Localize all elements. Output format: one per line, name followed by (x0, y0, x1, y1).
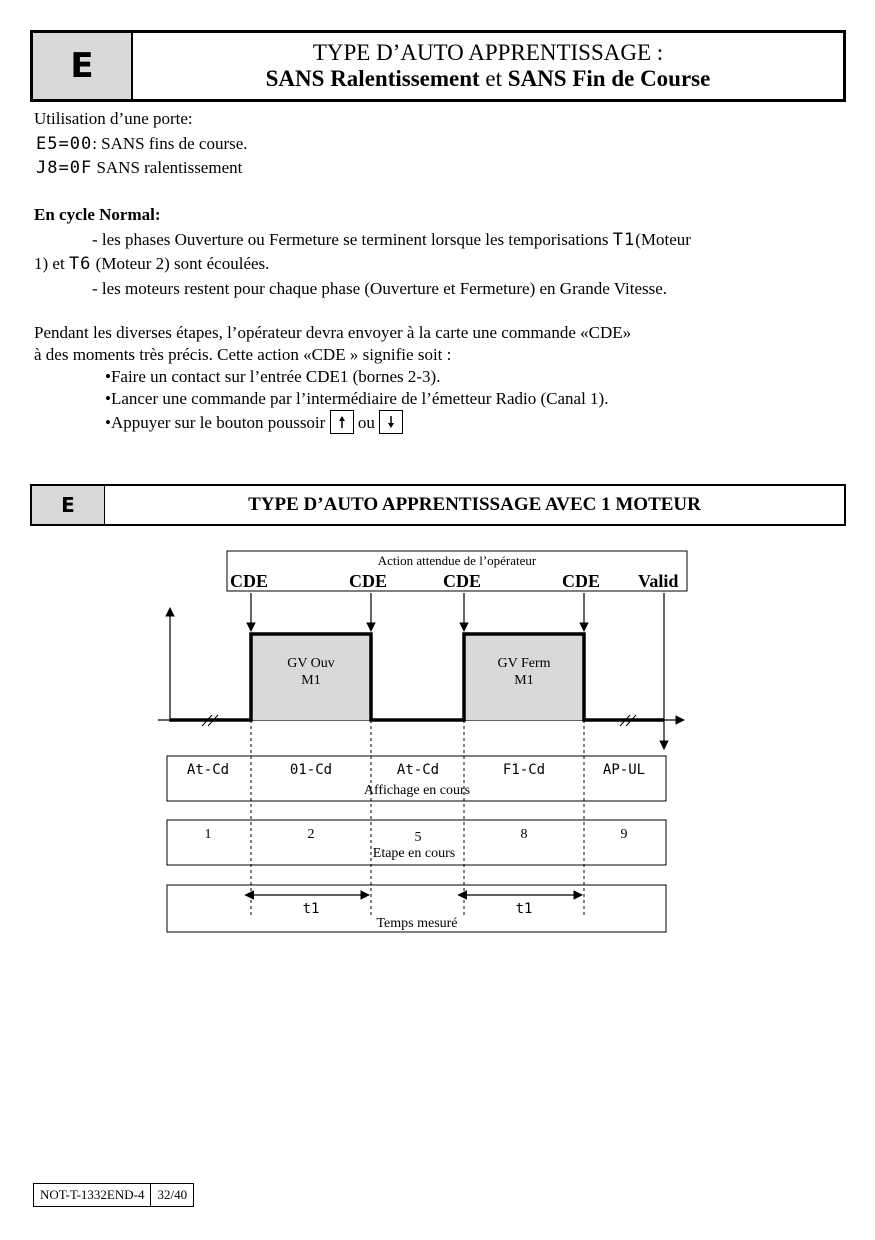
up-arrow-icon (330, 410, 354, 434)
title-bold1: SANS Ralentissement (265, 66, 480, 91)
time-code-1: t1 (302, 901, 320, 917)
step-1: 1 (204, 827, 212, 842)
e5-code: E5=00 (36, 134, 93, 154)
down-arrow-icon (379, 410, 403, 434)
section2-title: TYPE D’AUTO APPRENTISSAGE AVEC 1 MOTEUR (248, 494, 701, 515)
bullet3-text: •Appuyer sur le bouton poussoir (105, 412, 330, 432)
step-2: 2 (307, 827, 315, 842)
normal-cycle-p2: - les moteurs restent pour chaque phase (Ouverture et Fermeture) en Grande Vitesse. (92, 279, 668, 298)
time-label: Temps mesuré (376, 916, 458, 931)
steps-label: Etape en cours (372, 846, 456, 861)
p1-text-a: - les phases Ouverture ou Fermeture se terminent lorsque les temporisations (92, 230, 613, 249)
pulse1-label-2: M1 (301, 673, 321, 688)
section-title (133, 33, 843, 99)
display-label: Affichage en cours (363, 783, 471, 798)
doc-ref: NOT-T-1332END-4 (40, 1187, 145, 1202)
page-footer (33, 1183, 194, 1207)
cmd-label-2: CDE (349, 571, 388, 591)
usage-text: Utilisation d’une porte: (34, 109, 193, 128)
operator-bullet3 (105, 412, 403, 436)
cmd-label-1: CDE (230, 571, 269, 591)
action-label: Action attendue de l’opérateur (377, 553, 537, 568)
operator-bullet2: •Lancer une commande par l’intermédiaire de l’émetteur Radio (Canal 1). (105, 389, 609, 408)
normal-cycle-p1-cont (34, 254, 269, 274)
operator-bullet1: •Faire un contact sur l’entrée CDE1 (bornes 2-3). (105, 367, 441, 386)
p1-text-c: 1) et (34, 254, 69, 273)
step-4: 8 (520, 827, 528, 842)
pulse1-label-1: GV Ouv (287, 656, 335, 671)
display-code-2: 01-Cd (289, 762, 333, 778)
normal-cycle-heading: En cycle Normal: (34, 205, 161, 224)
signal-line (170, 634, 664, 720)
p1-text-d: (Moteur 2) sont écoulées. (91, 254, 270, 273)
title-bold2: SANS Fin de Course (507, 66, 711, 91)
section2-letter: E (32, 486, 105, 524)
j8-line (36, 158, 242, 178)
j8-code: J8=0F (36, 158, 93, 178)
or-text: ou (353, 412, 380, 432)
title-and: et (479, 66, 508, 91)
j8-text: SANS ralentissement (92, 158, 243, 177)
t1-code: T1 (612, 230, 636, 250)
p1-text-b: (Moteur (635, 230, 691, 249)
cmd-label-valid: Valid (638, 571, 679, 591)
timing-diagram (0, 530, 875, 950)
time-code-2: t1 (515, 901, 533, 917)
e5-text: : SANS fins de course. (92, 134, 248, 153)
section-header (30, 30, 846, 102)
step-5: 9 (620, 827, 628, 842)
display-code-5: AP-UL (602, 762, 646, 778)
step-3: 5 (414, 830, 422, 845)
cmd-label-3: CDE (443, 571, 482, 591)
section2-header (30, 484, 846, 526)
pulse2-label-1: GV Ferm (497, 656, 551, 671)
t6-code: T6 (68, 254, 92, 274)
display-code-1: At-Cd (186, 762, 230, 778)
section-letter: E (33, 33, 133, 99)
e5-line (36, 134, 248, 154)
page-number: 32/40 (150, 1184, 193, 1206)
cmd-label-4: CDE (562, 571, 601, 591)
display-code-4: F1-Cd (502, 762, 546, 778)
operator-line1: Pendant les diverses étapes, l’opérateur devra envoyer à la carte une commande «CDE» (34, 323, 632, 342)
pulse2-label-2: M1 (514, 673, 534, 688)
operator-line2: à des moments très précis. Cette action «CDE » signifie soit : (34, 345, 452, 364)
normal-cycle-p1 (92, 230, 691, 250)
title-line2 (266, 66, 711, 92)
title-line1: TYPE D’AUTO APPRENTISSAGE : (312, 40, 664, 65)
display-code-3: At-Cd (396, 762, 440, 778)
